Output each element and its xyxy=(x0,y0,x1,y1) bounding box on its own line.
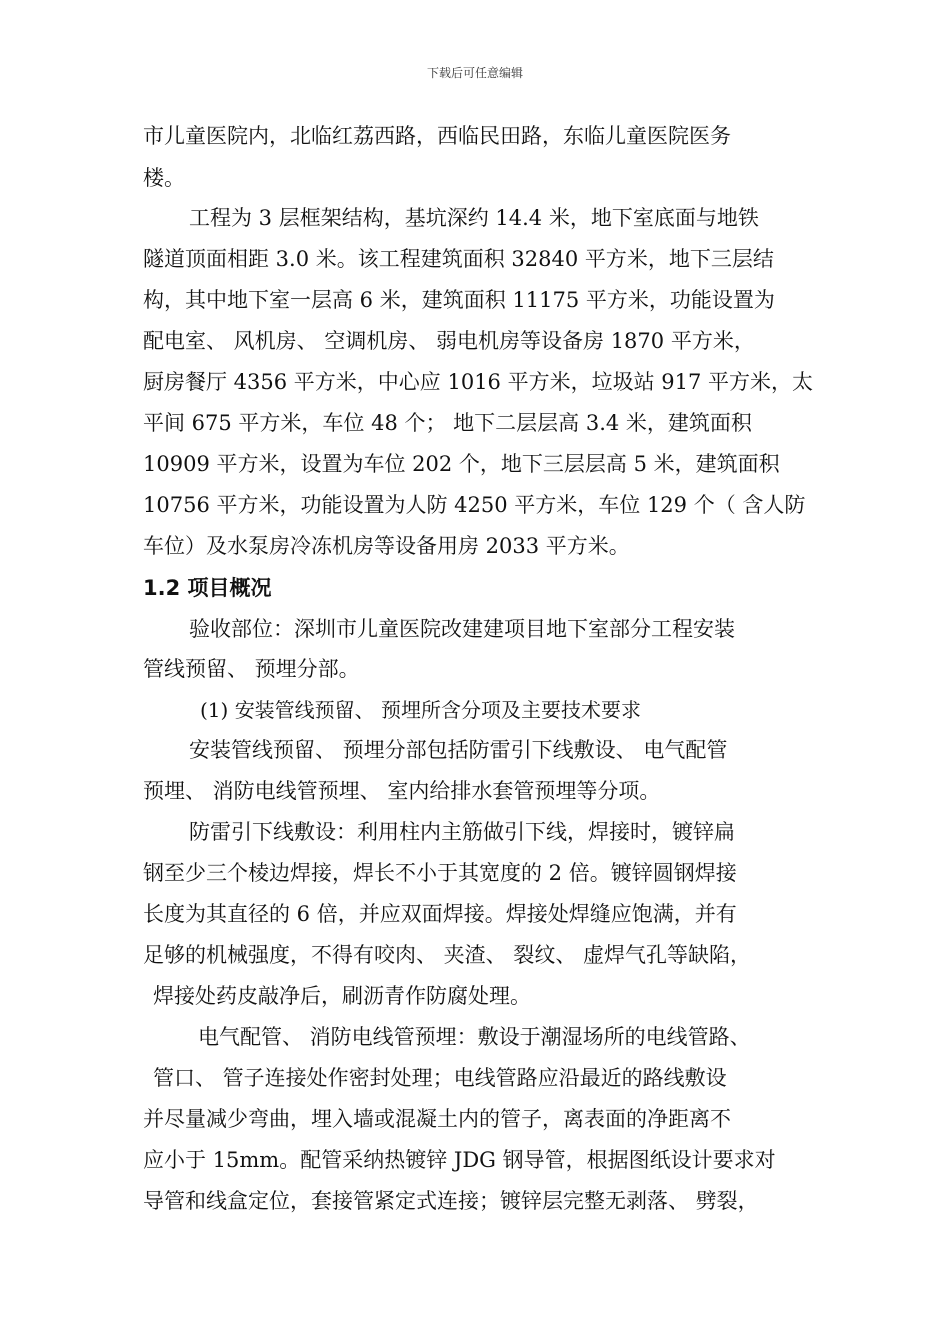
paragraph-line: 10756 平方米，功能设置为人防 4250 平方米，车位 129 个（ 含人防 xyxy=(143,493,806,517)
paragraph-line: 市儿童医院内，北临红荔西路，西临民田路，东临儿童医院医务 xyxy=(143,124,731,148)
section-heading: 1.2 项目概况 xyxy=(143,576,272,600)
paragraph-line: 隧道顶面相距 3.0 米。该工程建筑面积 32840 平方米，地下三层结 xyxy=(143,247,774,271)
paragraph-line: 并尽量减少弯曲，埋入墙或混凝土内的管子，离表面的净距离不 xyxy=(143,1107,731,1131)
paragraph-line: 长度为其直径的 6 倍，并应双面焊接。焊接处焊缝应饱满，并有 xyxy=(143,902,737,926)
paragraph-line: 车位）及水泵房冷冻机房等设备用房 2033 平方米。 xyxy=(143,534,630,558)
paragraph-line: 工程为 3 层框架结构，基坑深约 14.4 米，地下室底面与地铁 xyxy=(189,206,759,230)
paragraph-line: 配电室、 风机房、 空调机房、 弱电机房等设备房 1870 平方米， xyxy=(143,329,755,353)
paragraph-line: 管线预留、 预埋分部。 xyxy=(143,657,360,681)
paragraph-line: 应小于 15mm。配管采纳热镀锌 JDG 钢导管，根据图纸设计要求对 xyxy=(143,1148,776,1172)
paragraph-line: 焊接处药皮敲净后，刷沥青作防腐处理。 xyxy=(153,984,531,1008)
paragraph-line: 电气配管、 消防电线管预埋：敷设于潮湿场所的电线管路、 xyxy=(198,1025,751,1049)
paragraph-line: 10909 平方米，设置为车位 202 个，地下三层层高 5 米，建筑面积 xyxy=(143,452,780,476)
paragraph-line: 构，其中地下室一层高 6 米，建筑面积 11175 平方米，功能设置为 xyxy=(143,288,775,312)
page-header-note: 下载后可任意编辑 xyxy=(426,66,523,80)
paragraph-line: 钢至少三个棱边焊接，焊长不小于其宽度的 2 倍。镀锌圆钢焊接 xyxy=(143,861,737,885)
paragraph-line: 厨房餐厅 4356 平方米，中心应 1016 平方米，垃圾站 917 平方米，太 xyxy=(143,370,814,394)
paragraph-line: 足够的机械强度，不得有咬肉、 夹渣、 裂纹、 虚焊气孔等缺陷， xyxy=(143,943,752,967)
paragraph-line: 楼。 xyxy=(143,166,185,190)
paragraph-line: 安装管线预留、 预埋分部包括防雷引下线敷设、 电气配管 xyxy=(189,738,728,762)
paragraph-line: 防雷引下线敷设：利用柱内主筋做引下线，焊接时，镀锌扁 xyxy=(189,820,735,844)
paragraph-line: 平间 675 平方米，车位 48 个； 地下二层层高 3.4 米，建筑面积 xyxy=(143,411,752,435)
paragraph-line: 管口、 管子连接处作密封处理；电线管路应沿最近的路线敷设 xyxy=(153,1066,727,1090)
paragraph-line: 导管和线盒定位，套接管紧定式连接；镀锌层完整无剥落、 劈裂， xyxy=(143,1189,759,1213)
paragraph-line: 预埋、 消防电线管预埋、 室内给排水套管预埋等分项。 xyxy=(143,779,661,803)
paragraph-line: 验收部位：深圳市儿童医院改建建项目地下室部分工程安装 xyxy=(189,617,735,641)
subsection-heading: (1) 安装管线预留、 预埋所含分项及主要技术要求 xyxy=(200,698,642,722)
